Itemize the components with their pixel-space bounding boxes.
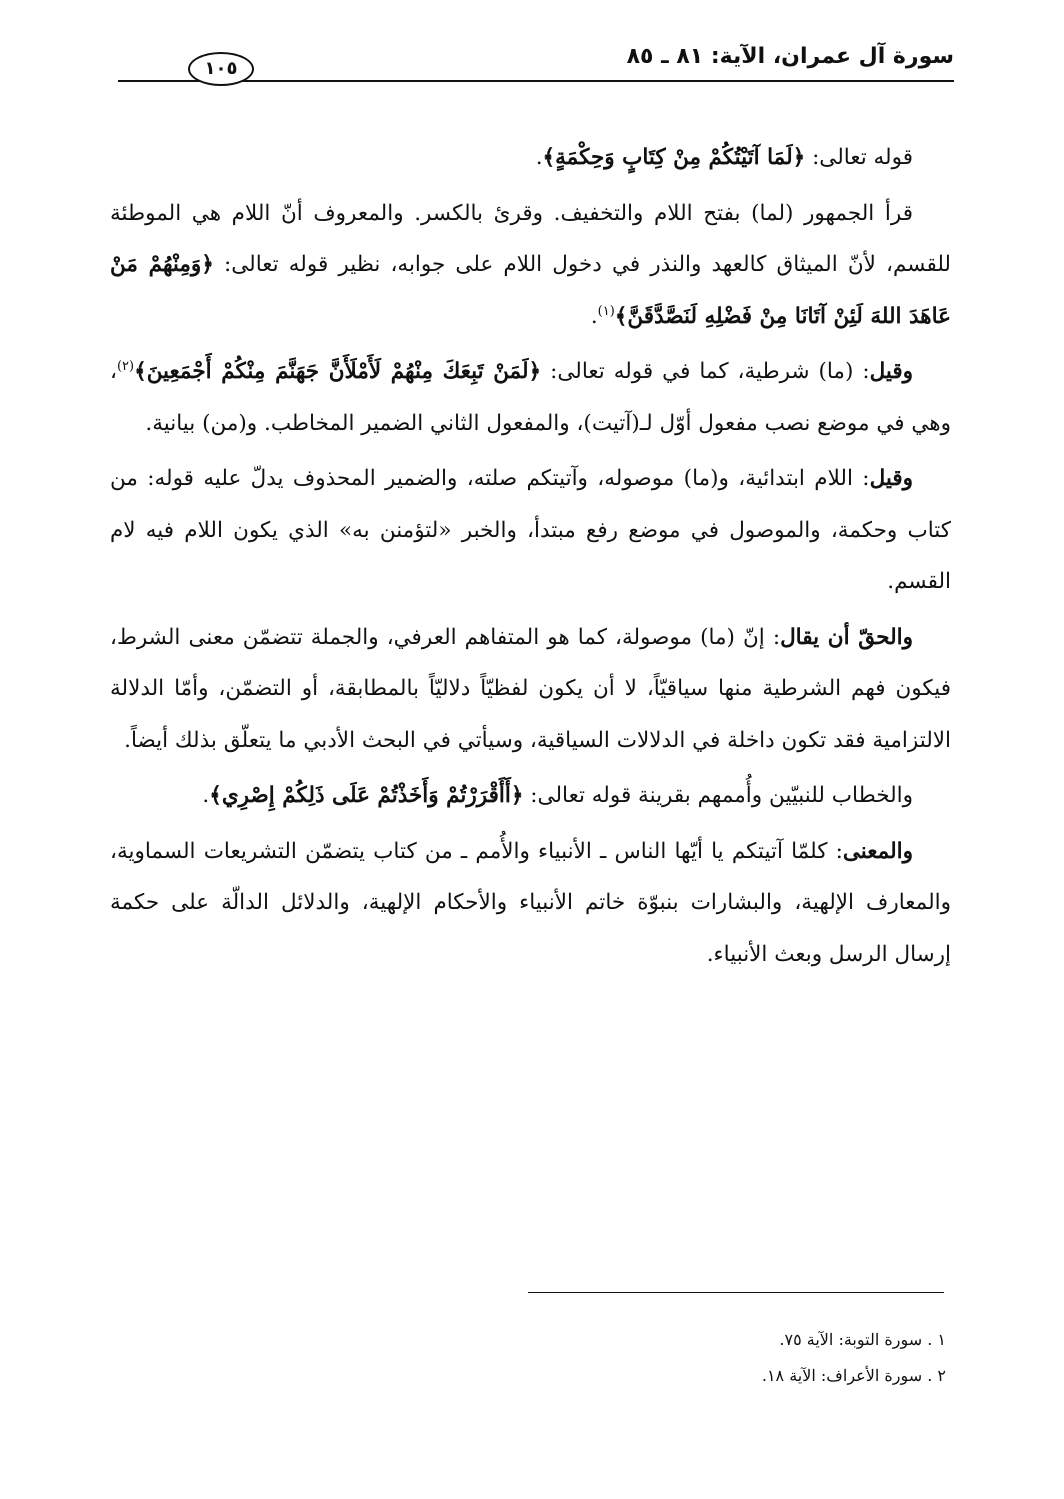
footnote-1: ١ . سورة التوبة: الآية ٧٥.: [779, 1330, 946, 1349]
quran-verse: ﴿أَأَقْرَرْتُمْ وَأَخَذْتُمْ عَلَى ذَلِكُمْ إِصْرِي﴾: [209, 783, 524, 808]
body-text: [110, 132, 951, 980]
footnote-ref-1[interactable]: (١): [597, 303, 615, 319]
paragraph-lead: وقيل: [869, 466, 913, 491]
quran-verse: ﴿لَمَا آتَيْتُكُمْ مِنْ كِتَابٍ وَحِكْمَةٍ﴾: [542, 145, 806, 170]
paragraph-text: قوله تعالى:: [805, 145, 913, 170]
paragraph-text: : كلمّا آتيتكم يا أيّها الناس ـ الأنبياء والأُمم ـ من كتاب يتضمّن التشريعات السماوية، والمعارف الإلهية، والبشارات بنبوّة خاتم الأنبياء والأحكام الإلهية، والدلائل الدالّة على حكمة إرسال الرسل وبعث الأنبياء.: [110, 838, 951, 967]
quran-verse: ﴿وَمِنْهُمْ مَنْ عَاهَدَ اللهَ لَئِنْ آتَانَا مِنْ فَضْلِهِ لَنَصَّدَّقَنَّ﴾: [110, 252, 951, 329]
footnote-rule: [528, 1292, 944, 1293]
paragraph-text: : إنّ (ما) موصولة، كما هو المتفاهم العرفي، والجملة تتضمّن معنى الشرط، فيكون فهم الشرطية منها سياقيّاً، لا أن يكون لفظيّاً دلاليّاً بالمطابقة، أو التضمّن، وأمّا الدلالة الالتزامية فقد تكون داخلة في الدلالات السياقية، وسيأتي في البحث الأدبي ما يتعلّق بذلك أيضاً.: [110, 624, 951, 753]
footnotes: [346, 1322, 946, 1394]
paragraph-lead: والمعنى: [842, 838, 913, 864]
paragraph-text: : اللام ابتدائية، و(ما) موصوله، وآتيتكم صلته، والضمير المحذوف يدلّ عليه قوله: من كتاب وحكمة، والموصول في موضع رفع مبتدأ، والخبر «لتؤمنن به» الذي يكون اللام فيه لام القسم.: [110, 466, 951, 594]
paragraph-3: [110, 346, 951, 449]
paragraph-tail: .: [202, 783, 210, 808]
paragraph-lead: وقيل: [869, 359, 913, 384]
footnote-2: ٢ . سورة الأعراف: الآية ١٨.: [761, 1366, 946, 1385]
paragraph-4: [110, 453, 951, 608]
paragraph-lead: والحقّ أن يقال: [780, 624, 913, 650]
page-number: ١٠٥: [188, 52, 254, 86]
running-header-title: سورة آل عمران، الآية: ٨١ ـ ٨٥: [626, 44, 954, 69]
paragraph-text: قرأ الجمهور (لما) بفتح اللام والتخفيف. وقرئ بالكسر. والمعروف أنّ اللام هي الموطئة للقسم، لأنّ الميثاق كالعهد والنذر في دخول اللام على جوابه، نظير قوله تعالى:: [110, 200, 951, 277]
quran-verse: ﴿لَمَنْ تَبِعَكَ مِنْهُمْ لَأَمْلَأَنَّ جَهَنَّمَ مِنْكُمْ أَجْمَعِينَ﴾: [134, 359, 542, 384]
paragraph-text: والخطاب للنبيّين وأُممهم بقرينة قوله تعالى:: [523, 783, 913, 808]
paragraph-tail: .: [535, 145, 543, 170]
paragraph-5: [110, 612, 951, 767]
paragraph-text: : (ما) شرطية، كما في قوله تعالى:: [541, 359, 870, 384]
paragraph-6: [110, 770, 951, 822]
paragraph-7: [110, 826, 951, 981]
paragraph-tail: ، وهي في موضع نصب مفعول أوّل لـ(آتيت)، والمفعول الثاني الضمير المخاطب. و(من) بيانية.: [110, 359, 951, 436]
paragraph-tail: .: [590, 303, 598, 329]
footnote-ref-2[interactable]: (٢): [116, 358, 135, 374]
paragraph-1: [110, 132, 951, 184]
paragraph-2: [110, 188, 951, 343]
